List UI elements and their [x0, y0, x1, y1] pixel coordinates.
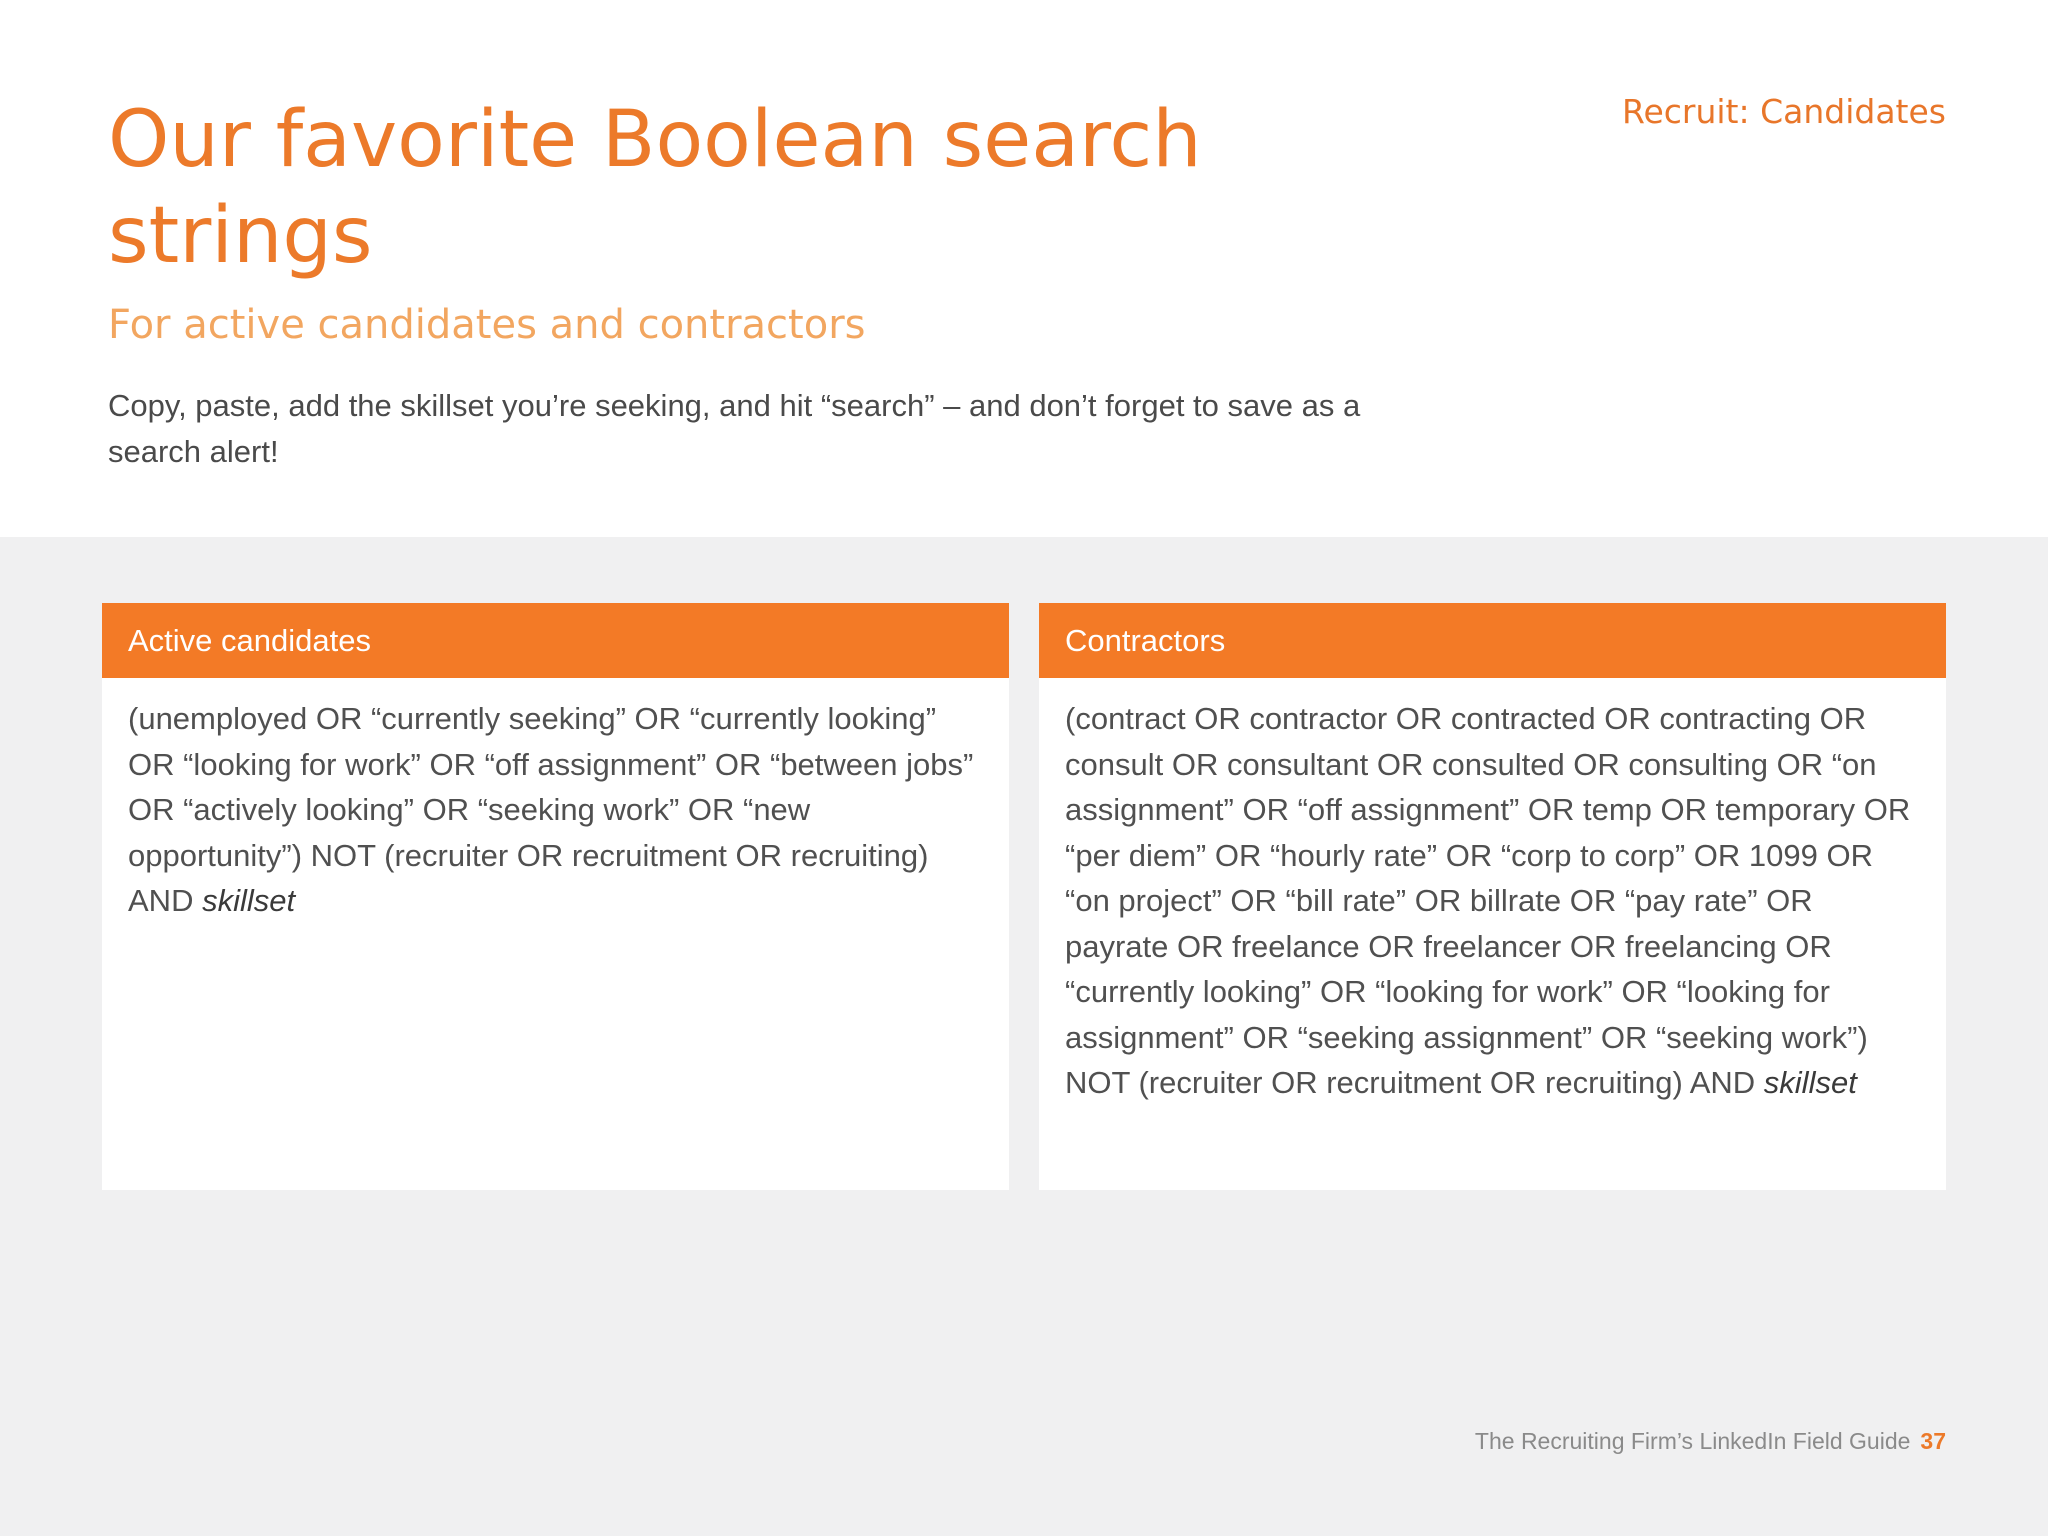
page-number: 37: [1920, 1428, 1946, 1454]
intro-text: Copy, paste, add the skillset you’re seeking, and hit “search” – and don’t forget to save as a search alert!: [108, 388, 1361, 469]
card-header: Contractors: [1039, 603, 1946, 678]
guide-title: The Recruiting Firm’s LinkedIn Field Guide: [1474, 1428, 1911, 1454]
section-label: Recruit: Candidates: [1622, 92, 1946, 131]
search-string-skillset: skillset: [1763, 1065, 1857, 1100]
search-string[interactable]: [1039, 678, 1946, 1106]
card-header: Active candidates: [102, 603, 1009, 678]
page-title: Our favorite Boolean search strings: [108, 95, 1202, 281]
active-candidates-card: [102, 603, 1009, 1190]
search-string[interactable]: [102, 678, 1009, 924]
page-subtitle: For active candidates and contractors: [108, 302, 866, 348]
search-string-text: (contract OR contractor OR contracted OR contracting OR consult OR consultant OR consulted OR consulting OR “on assignment” OR “off assignment” OR temp OR temporary OR “per diem” OR “hourly rate” OR “corp to corp” OR 1099 OR “on project” OR “bill rate” OR billrate OR “pay rate” OR payrate OR freelance OR freelancer OR freelancing OR “currently looking” OR “looking for work” OR “looking for assignment” OR “seeking assignment” OR “seeking work”) NOT (recruiter OR recruitment OR recruiting) AND: [1065, 701, 1911, 1100]
page-footer: [1475, 1428, 1946, 1455]
search-string-text: (unemployed OR “currently seeking” OR “currently looking” OR “looking for work” OR “off assignment” OR “between jobs” OR “actively looking” OR “seeking work” OR “new opportunity”) NOT (recruiter OR recruitment OR recruiting) AND: [128, 701, 974, 918]
search-string-skillset: skillset: [202, 883, 296, 918]
top-panel: [0, 0, 2048, 537]
contractors-card: [1039, 603, 1946, 1190]
